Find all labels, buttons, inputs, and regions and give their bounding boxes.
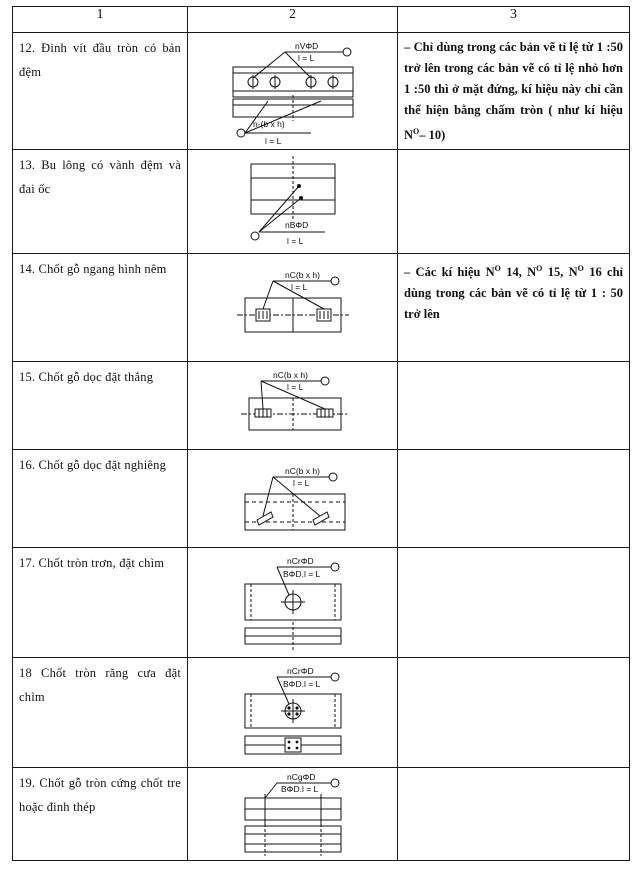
table-row (13, 548, 630, 658)
symbol-figure (188, 768, 398, 861)
figure-label: nCgΦD (286, 772, 316, 782)
symbol-figure (188, 548, 398, 658)
header-col-2: 2 (188, 7, 398, 33)
symbol-name: 15. Chốt gỗ dọc đặt thẳng (19, 370, 154, 384)
specification-sheet (12, 6, 629, 862)
symbol-name: 17. Chốt tròn trơn, đặt chìm (19, 556, 165, 570)
symbol-name: 16. Chốt gỗ dọc đặt nghiêng (19, 458, 167, 472)
figure-label: l = L (290, 282, 307, 292)
figure-label: l = L (297, 53, 314, 63)
symbol-figure (188, 362, 398, 450)
figure-label: BΦD.l = L (280, 784, 318, 794)
figure-label: BΦD.l = L (282, 569, 320, 579)
symbol-figure (188, 33, 398, 150)
figure-label: l = L (264, 136, 281, 146)
figure-label: nBΦD (284, 220, 308, 230)
symbol-name: 18 Chốt tròn răng cưa đặt chìm (19, 666, 181, 704)
header-row (13, 7, 630, 33)
figure-label: nCrΦD (286, 556, 314, 566)
symbol-figure (188, 150, 398, 254)
figure-label: nC(b x h) (284, 466, 320, 476)
table-row (13, 658, 630, 768)
figure-label: nC(b x h) (272, 370, 308, 380)
figure-label: l = L (292, 478, 309, 488)
header-col-3: 3 (398, 7, 630, 33)
symbol-table (12, 6, 630, 861)
table-row (13, 362, 630, 450)
symbol-figure (188, 254, 398, 362)
table-row (13, 254, 630, 362)
table-row (13, 150, 630, 254)
symbol-figure (188, 658, 398, 768)
figure-label: n-(b x h) (252, 119, 285, 129)
symbol-name: 19. Chốt gỗ tròn cứng chốt tre hoặc đinh thép (19, 776, 181, 814)
symbol-name: 12. Đinh vít đầu tròn có bản đệm (19, 41, 181, 79)
symbol-name: 13. Bu lông có vành đệm và đai ốc (19, 158, 181, 196)
figure-label: l = L (286, 382, 303, 392)
figure-label: nVΦD (294, 41, 318, 51)
figure-label: l = L (286, 236, 303, 246)
figure-label: BΦD.l = L (282, 679, 320, 689)
symbol-note: – Các kí hiệu $N^O$ 14, $N^O$ 15, $N^O$ 16 chỉ dùng trong các bản vẽ có tỉ lệ từ 1 : 50 trở lên (404, 264, 623, 322)
table-row (13, 768, 630, 861)
table-row (13, 33, 630, 150)
symbol-name: 14. Chốt gỗ ngang hình nêm (19, 262, 167, 276)
figure-label: nCrΦD (286, 666, 314, 676)
figure-label: nC(b x h) (284, 270, 320, 280)
symbol-note: – Chỉ dùng trong các bản vẽ tỉ lệ từ 1 :50 trở lên trong các bản vẽ có tỉ lệ nhỏ hơn 1 :50 thì ở mặt đứng, kí hiệu này chỉ cần thể hiện bằng chấm tròn ( như kí hiệu $N^O-$ 10) (404, 40, 623, 143)
table-row (13, 450, 630, 548)
header-col-1: 1 (13, 7, 188, 33)
symbol-figure (188, 450, 398, 548)
